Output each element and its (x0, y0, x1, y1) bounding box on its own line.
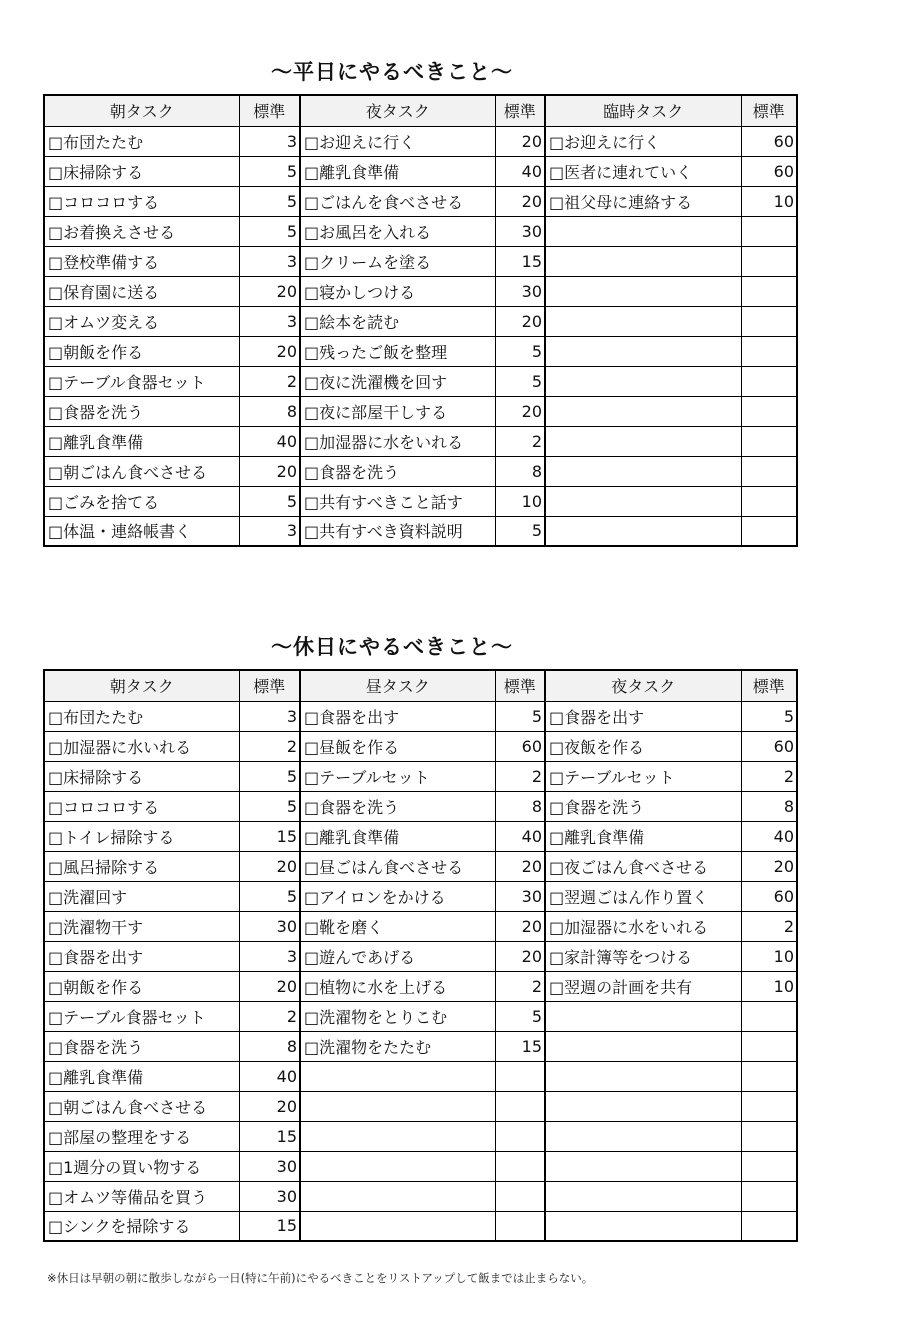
table-row (44, 456, 797, 486)
task-cell: □朝ごはん食べさせる (44, 1091, 239, 1121)
footnote: ※休日は早朝の朝に散歩しながら一日(特に午前)にやるべきことをリストアップして飯までは止まらない。 (47, 1271, 594, 1285)
task-cell: □オムツ変える (44, 306, 239, 336)
standard-minutes-cell: 20 (495, 941, 545, 971)
standard-minutes-cell (741, 1061, 797, 1091)
task-cell: □1週分の買い物する (44, 1151, 239, 1181)
task-cell (545, 1211, 741, 1241)
column-header-task: 夜タスク (300, 95, 495, 126)
standard-minutes-cell (741, 306, 797, 336)
standard-minutes-cell (495, 1121, 545, 1151)
standard-minutes-cell (495, 1091, 545, 1121)
task-cell: □テーブル食器セット (44, 366, 239, 396)
standard-minutes-cell: 15 (495, 246, 545, 276)
standard-minutes-cell: 15 (239, 821, 300, 851)
task-cell (545, 246, 741, 276)
column-header-task: 朝タスク (44, 95, 239, 126)
task-cell (300, 1121, 495, 1151)
standard-minutes-cell: 5 (239, 881, 300, 911)
task-cell (545, 1181, 741, 1211)
standard-minutes-cell: 5 (495, 336, 545, 366)
task-cell: □植物に水を上げる (300, 971, 495, 1001)
standard-minutes-cell: 2 (495, 761, 545, 791)
standard-minutes-cell (495, 1181, 545, 1211)
standard-minutes-cell: 2 (495, 426, 545, 456)
standard-minutes-cell: 20 (239, 336, 300, 366)
standard-minutes-cell: 30 (239, 1181, 300, 1211)
task-cell: □洗濯物をたたむ (300, 1031, 495, 1061)
task-cell: □ごはんを食べさせる (300, 186, 495, 216)
standard-minutes-cell: 8 (741, 791, 797, 821)
task-cell: □寝かしつける (300, 276, 495, 306)
task-cell: □風呂掃除する (44, 851, 239, 881)
task-cell: □食器を洗う (44, 396, 239, 426)
standard-minutes-cell: 20 (495, 851, 545, 881)
standard-minutes-cell (741, 1181, 797, 1211)
task-cell: □テーブルセット (300, 761, 495, 791)
task-cell: □床掃除する (44, 761, 239, 791)
task-cell: □布団たたむ (44, 701, 239, 731)
task-cell: □朝ごはん食べさせる (44, 456, 239, 486)
task-cell: □加湿器に水いれる (44, 731, 239, 761)
standard-minutes-cell: 8 (239, 396, 300, 426)
standard-minutes-cell: 60 (741, 731, 797, 761)
table-row (44, 851, 797, 881)
standard-minutes-cell: 2 (741, 911, 797, 941)
standard-minutes-cell: 60 (741, 881, 797, 911)
task-cell: □お迎えに行く (300, 126, 495, 156)
task-cell: □朝飯を作る (44, 336, 239, 366)
task-cell: □遊んであげる (300, 941, 495, 971)
standard-minutes-cell (741, 1151, 797, 1181)
task-cell: □お着換えさせる (44, 216, 239, 246)
task-cell: □加湿器に水をいれる (545, 911, 741, 941)
table-row (44, 1151, 797, 1181)
task-cell: □翌週ごはん作り置く (545, 881, 741, 911)
weekday-header-row (44, 95, 797, 126)
standard-minutes-cell: 40 (741, 821, 797, 851)
task-cell: □食器を洗う (545, 791, 741, 821)
standard-minutes-cell: 5 (239, 791, 300, 821)
standard-minutes-cell: 20 (741, 851, 797, 881)
column-header-task: 昼タスク (300, 670, 495, 701)
standard-minutes-cell: 40 (239, 426, 300, 456)
task-cell: □家計簿等をつける (545, 941, 741, 971)
standard-minutes-cell: 3 (239, 941, 300, 971)
task-cell: □テーブル食器セット (44, 1001, 239, 1031)
task-cell: □ごみを捨てる (44, 486, 239, 516)
task-cell: □残ったご飯を整理 (300, 336, 495, 366)
standard-minutes-cell (741, 1001, 797, 1031)
standard-minutes-cell (741, 486, 797, 516)
task-cell: □共有すべき資料説明 (300, 516, 495, 546)
task-cell: □部屋の整理をする (44, 1121, 239, 1151)
task-cell: □離乳食準備 (44, 426, 239, 456)
standard-minutes-cell: 3 (239, 126, 300, 156)
standard-minutes-cell: 20 (239, 1091, 300, 1121)
table-row (44, 426, 797, 456)
standard-minutes-cell: 5 (239, 156, 300, 186)
task-cell (545, 516, 741, 546)
standard-minutes-cell (495, 1061, 545, 1091)
weekday-title: 〜平日にやるべきこと〜 (271, 60, 513, 84)
task-cell: □コロコロする (44, 791, 239, 821)
standard-minutes-cell: 2 (239, 731, 300, 761)
holiday-task-table (43, 669, 798, 1242)
task-cell (300, 1211, 495, 1241)
standard-minutes-cell: 2 (495, 971, 545, 1001)
task-cell (545, 396, 741, 426)
standard-minutes-cell: 60 (495, 731, 545, 761)
standard-minutes-cell: 15 (239, 1211, 300, 1241)
task-cell (545, 336, 741, 366)
table-row (44, 1121, 797, 1151)
standard-minutes-cell: 2 (741, 761, 797, 791)
task-cell: □離乳食準備 (44, 1061, 239, 1091)
task-cell: □夜飯を作る (545, 731, 741, 761)
standard-minutes-cell: 20 (495, 911, 545, 941)
task-cell (545, 366, 741, 396)
task-cell: □食器を出す (545, 701, 741, 731)
task-cell: □洗濯物をとりこむ (300, 1001, 495, 1031)
table-row (44, 1001, 797, 1031)
task-cell: □トイレ掃除する (44, 821, 239, 851)
task-cell: □食器を出す (44, 941, 239, 971)
task-cell: □洗濯回す (44, 881, 239, 911)
table-row (44, 366, 797, 396)
table-row (44, 306, 797, 336)
task-cell: □布団たたむ (44, 126, 239, 156)
task-cell (545, 306, 741, 336)
standard-minutes-cell: 10 (495, 486, 545, 516)
standard-minutes-cell: 3 (239, 701, 300, 731)
task-cell (545, 1001, 741, 1031)
task-cell: □登校準備する (44, 246, 239, 276)
standard-minutes-cell: 15 (239, 1121, 300, 1151)
table-row (44, 911, 797, 941)
standard-minutes-cell (741, 366, 797, 396)
task-cell (545, 216, 741, 246)
table-row (44, 761, 797, 791)
table-row (44, 1181, 797, 1211)
task-cell: □絵本を読む (300, 306, 495, 336)
standard-minutes-cell: 5 (495, 516, 545, 546)
holiday-table-body (44, 701, 797, 1241)
task-cell (545, 276, 741, 306)
task-cell: □洗濯物干す (44, 911, 239, 941)
standard-minutes-cell: 5 (741, 701, 797, 731)
standard-minutes-cell: 60 (741, 126, 797, 156)
task-cell (545, 456, 741, 486)
table-row (44, 486, 797, 516)
task-cell: □離乳食準備 (545, 821, 741, 851)
standard-minutes-cell (495, 1151, 545, 1181)
standard-minutes-cell (741, 246, 797, 276)
task-cell (545, 486, 741, 516)
standard-minutes-cell (741, 276, 797, 306)
table-row (44, 126, 797, 156)
standard-minutes-cell: 20 (239, 456, 300, 486)
standard-minutes-cell: 2 (239, 1001, 300, 1031)
standard-minutes-cell: 20 (239, 276, 300, 306)
task-cell: □祖父母に連絡する (545, 186, 741, 216)
standard-minutes-cell (741, 1031, 797, 1061)
standard-minutes-cell (741, 1121, 797, 1151)
standard-minutes-cell: 5 (239, 216, 300, 246)
task-cell: □靴を磨く (300, 911, 495, 941)
standard-minutes-cell: 8 (239, 1031, 300, 1061)
standard-minutes-cell: 30 (239, 1151, 300, 1181)
standard-minutes-cell (741, 516, 797, 546)
task-cell: □コロコロする (44, 186, 239, 216)
table-row (44, 396, 797, 426)
task-cell (300, 1091, 495, 1121)
task-cell: □離乳食準備 (300, 156, 495, 186)
task-cell: □床掃除する (44, 156, 239, 186)
table-row (44, 1031, 797, 1061)
standard-minutes-cell (741, 1091, 797, 1121)
standard-minutes-cell: 20 (495, 186, 545, 216)
table-row (44, 516, 797, 546)
task-cell: □テーブルセット (545, 761, 741, 791)
standard-minutes-cell: 40 (239, 1061, 300, 1091)
task-cell: □アイロンをかける (300, 881, 495, 911)
task-cell: □翌週の計画を共有 (545, 971, 741, 1001)
standard-minutes-cell: 10 (741, 941, 797, 971)
task-cell: □医者に連れていく (545, 156, 741, 186)
column-header-standard: 標準 (741, 95, 797, 126)
standard-minutes-cell: 8 (495, 791, 545, 821)
standard-minutes-cell: 40 (495, 156, 545, 186)
task-cell: □保育園に送る (44, 276, 239, 306)
standard-minutes-cell: 40 (495, 821, 545, 851)
column-header-standard: 標準 (239, 670, 300, 701)
task-cell: □お風呂を入れる (300, 216, 495, 246)
task-cell: □夜に洗濯機を回す (300, 366, 495, 396)
weekday-table-body (44, 126, 797, 546)
standard-minutes-cell: 2 (239, 366, 300, 396)
standard-minutes-cell: 30 (495, 216, 545, 246)
task-cell: □離乳食準備 (300, 821, 495, 851)
table-row (44, 881, 797, 911)
task-cell (545, 1061, 741, 1091)
task-cell: □食器を出す (300, 701, 495, 731)
task-cell: □夜ごはん食べさせる (545, 851, 741, 881)
column-header-standard: 標準 (495, 670, 545, 701)
task-cell: □朝飯を作る (44, 971, 239, 1001)
task-cell: □オムツ等備品を買う (44, 1181, 239, 1211)
standard-minutes-cell: 5 (239, 761, 300, 791)
task-cell (545, 1121, 741, 1151)
task-cell: □共有すべきこと話す (300, 486, 495, 516)
table-row (44, 1091, 797, 1121)
standard-minutes-cell: 8 (495, 456, 545, 486)
task-cell: □食器を洗う (300, 456, 495, 486)
standard-minutes-cell: 15 (495, 1031, 545, 1061)
column-header-standard: 標準 (495, 95, 545, 126)
task-cell (545, 426, 741, 456)
task-cell (300, 1151, 495, 1181)
standard-minutes-cell (741, 426, 797, 456)
table-row (44, 1211, 797, 1241)
task-cell: □食器を洗う (44, 1031, 239, 1061)
column-header-standard: 標準 (239, 95, 300, 126)
column-header-task: 夜タスク (545, 670, 741, 701)
task-cell: □シンクを掃除する (44, 1211, 239, 1241)
standard-minutes-cell: 30 (495, 276, 545, 306)
standard-minutes-cell: 5 (239, 486, 300, 516)
table-row (44, 246, 797, 276)
standard-minutes-cell: 30 (495, 881, 545, 911)
task-cell (545, 1151, 741, 1181)
table-row (44, 731, 797, 761)
task-cell: □体温・連絡帳書く (44, 516, 239, 546)
standard-minutes-cell: 30 (239, 911, 300, 941)
task-cell: □加湿器に水をいれる (300, 426, 495, 456)
column-header-task: 臨時タスク (545, 95, 741, 126)
standard-minutes-cell: 20 (239, 851, 300, 881)
table-row (44, 276, 797, 306)
table-row (44, 791, 797, 821)
table-row (44, 821, 797, 851)
task-cell: □クリームを塗る (300, 246, 495, 276)
task-cell: □昼飯を作る (300, 731, 495, 761)
standard-minutes-cell: 20 (495, 306, 545, 336)
task-cell: □お迎えに行く (545, 126, 741, 156)
standard-minutes-cell: 10 (741, 186, 797, 216)
table-row (44, 701, 797, 731)
column-header-task: 朝タスク (44, 670, 239, 701)
task-cell (300, 1181, 495, 1211)
standard-minutes-cell: 60 (741, 156, 797, 186)
table-row (44, 336, 797, 366)
standard-minutes-cell: 5 (495, 366, 545, 396)
weekday-task-table (43, 94, 798, 547)
holiday-title: 〜休日にやるべきこと〜 (271, 635, 513, 659)
standard-minutes-cell: 5 (495, 1001, 545, 1031)
standard-minutes-cell (741, 216, 797, 246)
task-cell (545, 1091, 741, 1121)
table-row (44, 1061, 797, 1091)
standard-minutes-cell: 3 (239, 516, 300, 546)
task-cell (300, 1061, 495, 1091)
table-row (44, 941, 797, 971)
table-row (44, 156, 797, 186)
task-cell: □夜に部屋干しする (300, 396, 495, 426)
standard-minutes-cell (741, 336, 797, 366)
standard-minutes-cell: 5 (239, 186, 300, 216)
column-header-standard: 標準 (741, 670, 797, 701)
standard-minutes-cell: 20 (239, 971, 300, 1001)
standard-minutes-cell: 10 (741, 971, 797, 1001)
standard-minutes-cell (741, 1211, 797, 1241)
standard-minutes-cell: 3 (239, 306, 300, 336)
standard-minutes-cell: 5 (495, 701, 545, 731)
table-row (44, 216, 797, 246)
task-cell: □食器を洗う (300, 791, 495, 821)
task-cell (545, 1031, 741, 1061)
standard-minutes-cell (741, 456, 797, 486)
table-row (44, 971, 797, 1001)
standard-minutes-cell: 20 (495, 396, 545, 426)
standard-minutes-cell (741, 396, 797, 426)
standard-minutes-cell: 20 (495, 126, 545, 156)
holiday-header-row (44, 670, 797, 701)
standard-minutes-cell (495, 1211, 545, 1241)
table-row (44, 186, 797, 216)
task-cell: □昼ごはん食べさせる (300, 851, 495, 881)
standard-minutes-cell: 3 (239, 246, 300, 276)
